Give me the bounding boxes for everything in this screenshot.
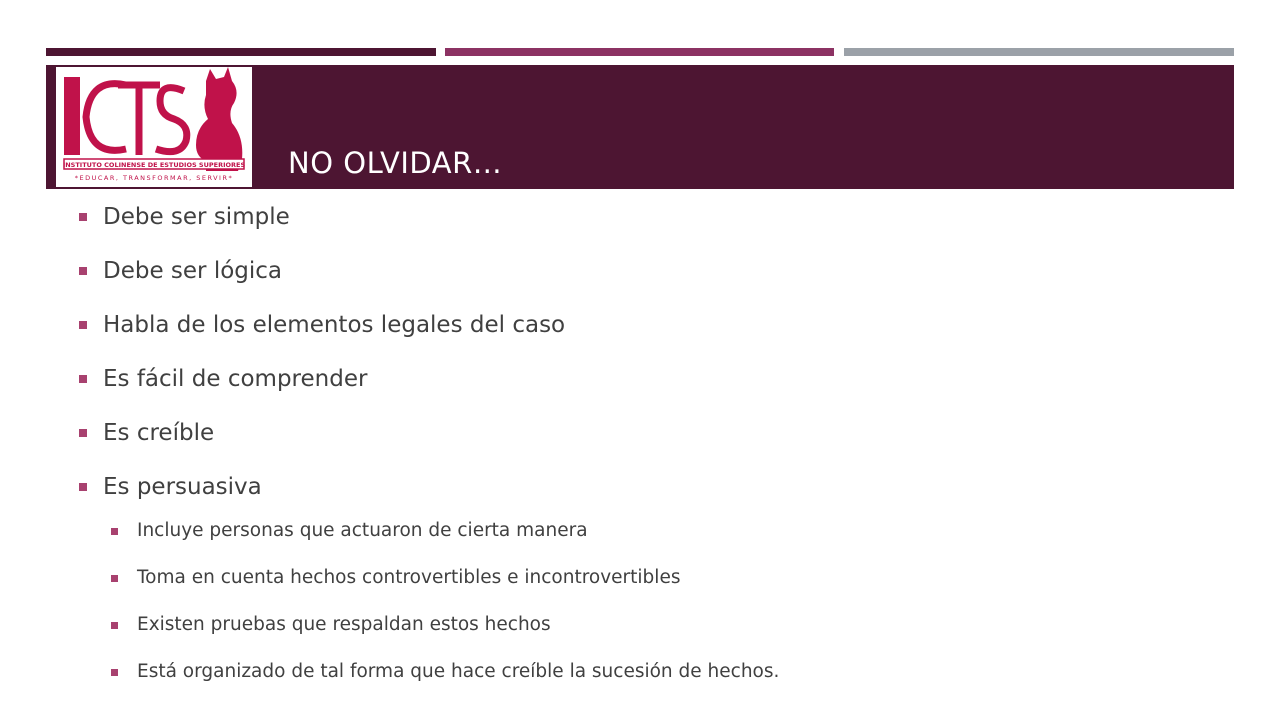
- square-bullet-icon: [79, 375, 87, 383]
- square-bullet-icon: [79, 213, 87, 221]
- bullet-item: [76, 466, 1226, 514]
- title-band: [46, 65, 1234, 189]
- square-bullet-icon: [111, 669, 118, 676]
- svg-text:*EDUCAR, TRANSFORMAR, SERVIR*: *EDUCAR, TRANSFORMAR, SERVIR*: [74, 174, 234, 182]
- bullet-text: Debe ser simple: [103, 204, 290, 230]
- sub-bullet-item: [76, 608, 1226, 655]
- bullet-text: Es fácil de comprender: [103, 366, 368, 392]
- slide-title: NO OLVIDAR…: [288, 146, 503, 180]
- bullet-text: Es creíble: [103, 420, 215, 446]
- sub-bullet-text: Existen pruebas que respaldan estos hechos: [137, 614, 551, 635]
- accent-bar-gray: [844, 48, 1234, 56]
- accent-bar-magenta: [445, 48, 834, 56]
- sub-bullet-item: [76, 561, 1226, 608]
- bullet-item: [76, 412, 1226, 466]
- sub-bullet-item: [76, 514, 1226, 561]
- square-bullet-icon: [111, 575, 118, 582]
- square-bullet-icon: [111, 622, 118, 629]
- bullet-text: Debe ser lógica: [103, 258, 283, 284]
- bullet-text: Habla de los elementos legales del caso: [103, 312, 566, 338]
- bullet-item: [76, 250, 1226, 304]
- sub-bullet-text: Está organizado de tal forma que hace creíble la sucesión de hechos.: [137, 661, 780, 682]
- square-bullet-icon: [79, 267, 87, 275]
- bullet-item: [76, 304, 1226, 358]
- square-bullet-icon: [79, 483, 87, 491]
- accent-bar-dark: [46, 48, 436, 56]
- square-bullet-icon: [111, 528, 118, 535]
- sub-bullet-text: Toma en cuenta hechos controvertibles e incontrovertibles: [137, 567, 681, 588]
- square-bullet-icon: [79, 321, 87, 329]
- svg-text:INSTITUTO COLINENSE DE ESTUDIO: INSTITUTO COLINENSE DE ESTUDIOS SUPERIORES: [62, 161, 246, 169]
- bullet-text: Es persuasiva: [103, 474, 262, 500]
- bullet-item: [76, 358, 1226, 412]
- bullet-item: [76, 196, 1226, 250]
- sub-bullet-text: Incluye personas que actuaron de cierta manera: [137, 520, 588, 541]
- square-bullet-icon: [79, 429, 87, 437]
- bullet-list: [76, 196, 1226, 702]
- ices-logo: [56, 67, 252, 187]
- sub-bullet-item: [76, 655, 1226, 702]
